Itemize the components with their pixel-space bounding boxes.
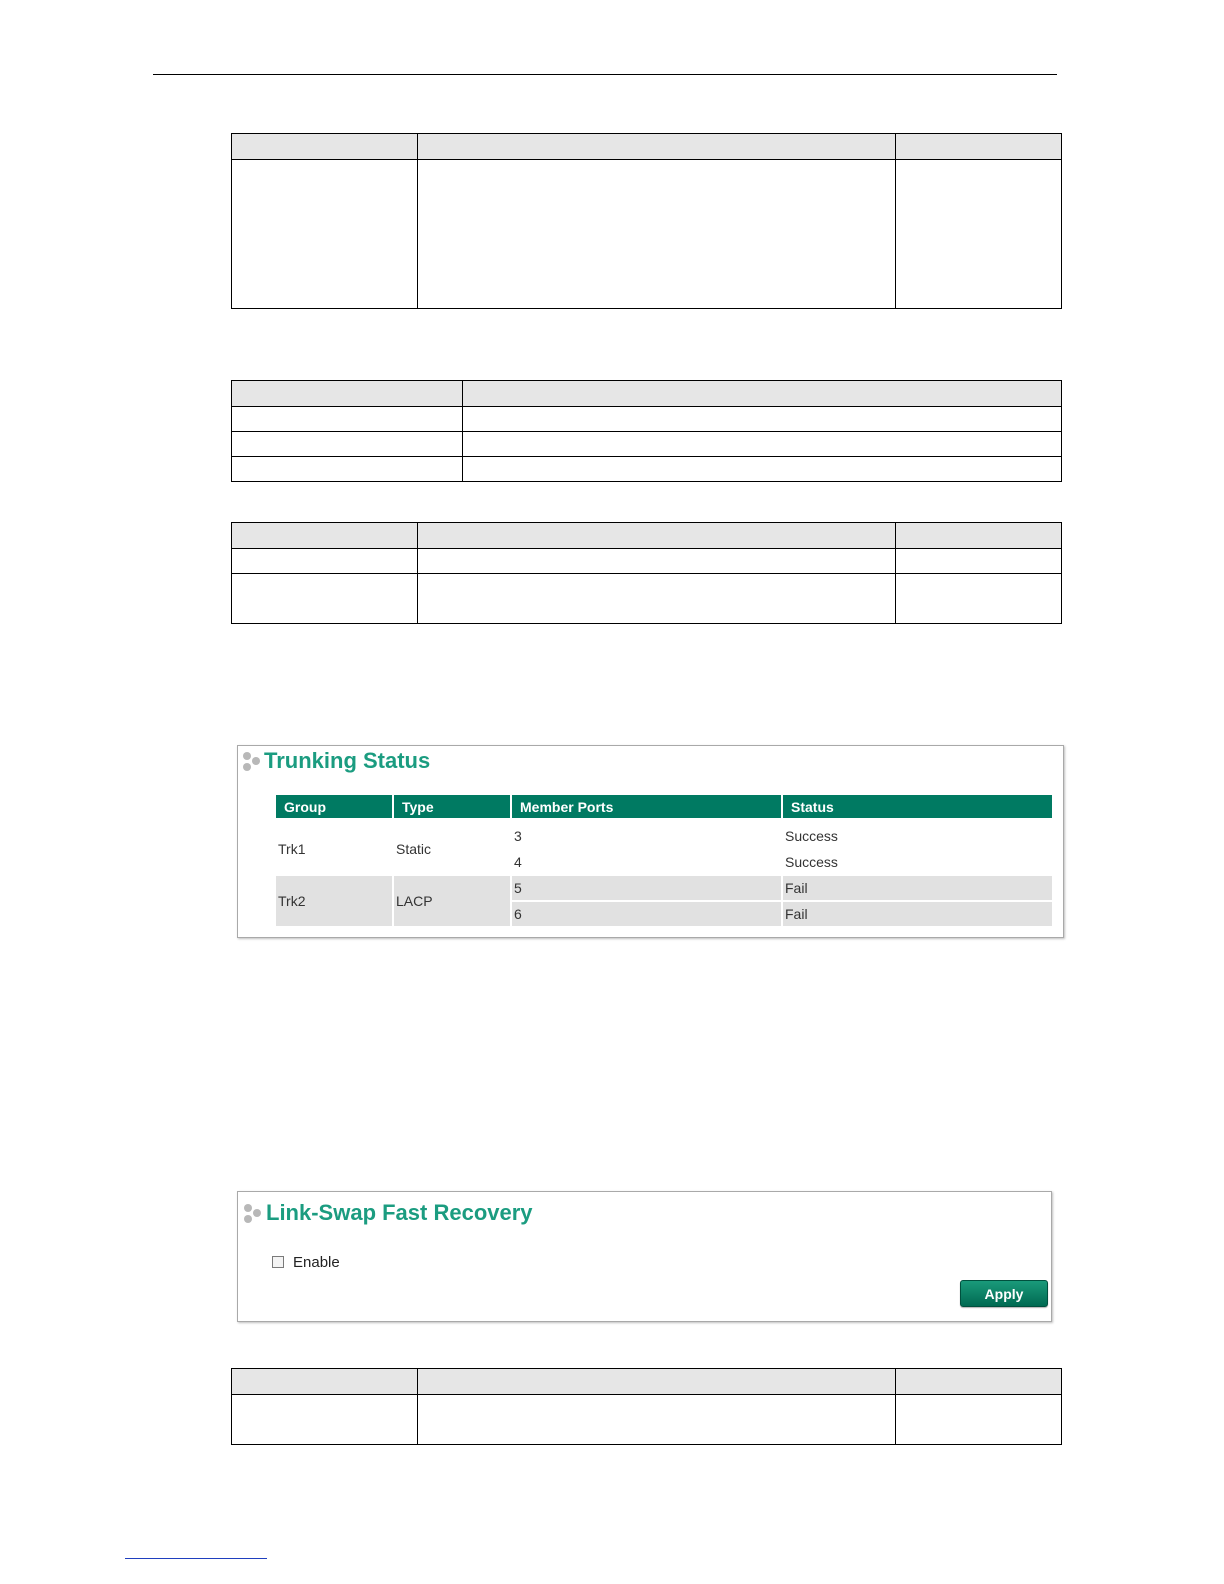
table-row [276, 824, 1052, 850]
cell-status: Success [783, 850, 1052, 876]
panel-title: Link-Swap Fast Recovery [266, 1200, 533, 1225]
table-row [232, 549, 1062, 574]
table-row [232, 407, 1062, 432]
bullet-dots-icon [243, 752, 265, 778]
cell-group: Trk1 [276, 824, 392, 876]
cell-type: Static [394, 824, 510, 876]
table-row [232, 160, 1062, 309]
doc-table-1 [231, 133, 1062, 309]
table-header-row [232, 134, 1062, 160]
apply-button[interactable]: Apply [960, 1280, 1048, 1307]
page-header-rule [153, 74, 1057, 75]
cell-member-port: 6 [512, 902, 781, 928]
table-row [232, 457, 1062, 482]
column-header-status: Status [783, 795, 1052, 818]
table-row [232, 432, 1062, 457]
cell-member-port: 3 [512, 824, 781, 850]
trunking-status-panel [237, 745, 1064, 938]
panel-title: Trunking Status [264, 748, 431, 773]
table-row [276, 902, 1052, 928]
column-header-member-ports: Member Ports [512, 795, 781, 818]
bullet-dots-icon [244, 1204, 266, 1230]
trunking-status-table [274, 795, 1054, 928]
doc-table-3 [231, 522, 1062, 624]
table-row [276, 876, 1052, 902]
cell-type: LACP [394, 876, 510, 928]
link-swap-panel [237, 1191, 1052, 1322]
table-row [232, 574, 1062, 624]
column-header-type: Type [394, 795, 510, 818]
table-header-row [232, 381, 1062, 407]
footer-link-underline[interactable] [125, 1558, 267, 1559]
doc-table-4 [231, 1368, 1062, 1445]
table-row [276, 850, 1052, 876]
cell-group: Trk2 [276, 876, 392, 928]
column-header-group: Group [276, 795, 392, 818]
table-row [232, 1395, 1062, 1445]
cell-member-port: 5 [512, 876, 781, 902]
enable-label: Enable [293, 1254, 340, 1271]
cell-status: Fail [783, 902, 1052, 928]
table-header-row [276, 795, 1052, 818]
table-header-row [232, 1369, 1062, 1395]
cell-member-port: 4 [512, 850, 781, 876]
cell-status: Success [783, 824, 1052, 850]
enable-checkbox[interactable] [272, 1256, 284, 1268]
doc-table-2 [231, 380, 1062, 482]
cell-status: Fail [783, 876, 1052, 902]
table-header-row [232, 523, 1062, 549]
